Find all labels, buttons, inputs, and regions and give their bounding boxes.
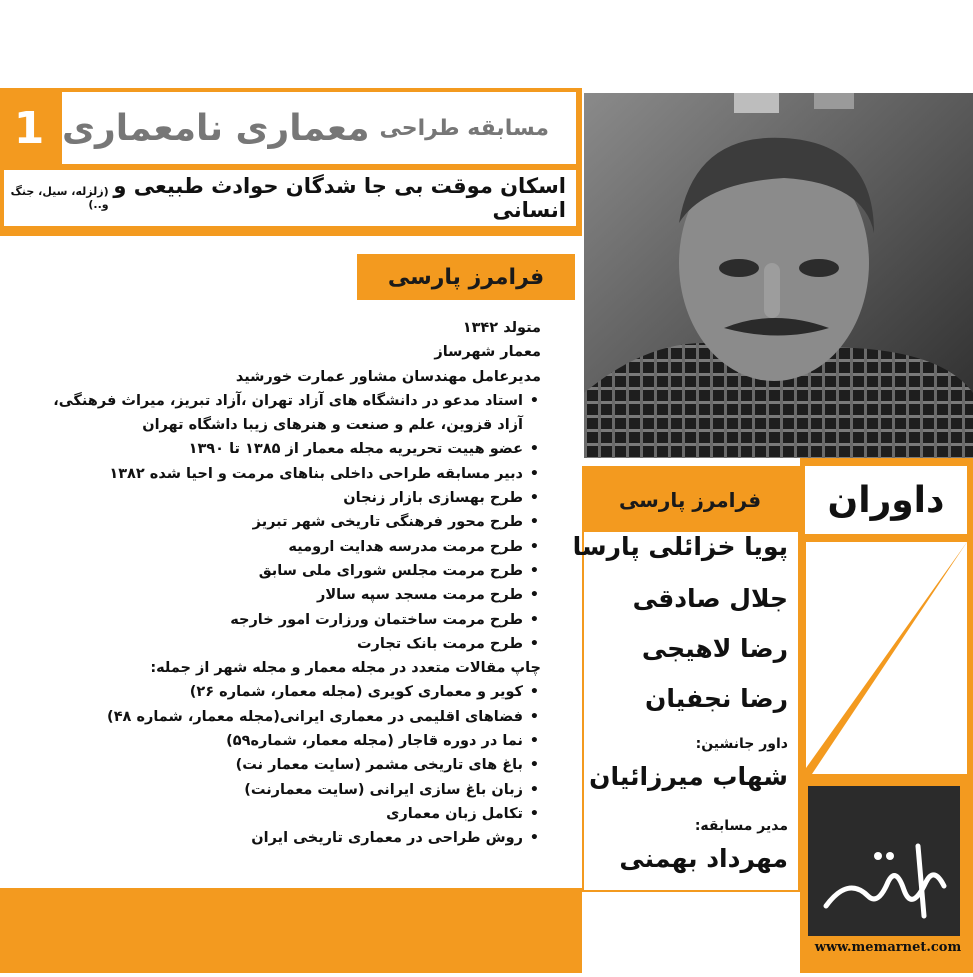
article-bullet: • فضاهای اقلیمی در معماری ایرانی(مجله معمار، شماره ۴۸) (21, 705, 541, 729)
judges-heading (582, 468, 798, 532)
issue-number-text: 1 (13, 102, 45, 154)
article-bullet: • باغ های تاریخی مشمر (سایت معمار نت) (21, 753, 541, 777)
title-box (62, 92, 576, 164)
bio-bullet: • طرح مرمت ساختمان ورزارت امور خارجه (21, 608, 541, 632)
bio-bullet: • استاد مدعو در دانشگاه های آزاد تهران ،آزاد تبریز، میراث فرهنگی، (21, 389, 541, 413)
judges-title-text: داوران (827, 479, 945, 521)
article-bullet: • زبان باغ سازی ایرانی (سایت معمارنت) (21, 778, 541, 802)
person-name: فرامرز پارسی (387, 264, 545, 290)
articles-intro: چاپ مقالات متعدد در مجله معمار و مجله شهر از جمله: (150, 660, 541, 677)
bio-bullet: • طرح مرمت مسجد سپه سالار (21, 583, 541, 607)
manager-label: مدیر مسابقه: (694, 818, 788, 834)
subtitle-main: اسکان موقت بی جا شدگان حوادث طبیعی و انسانی (113, 174, 566, 222)
title-main: معماری نامعماری (62, 107, 370, 149)
bio-line: متولد ۱۳۴۲ (462, 320, 541, 336)
website-link[interactable]: www.memarnet.com (814, 940, 962, 955)
judges-heading-text: فرامرز پارسی (618, 488, 762, 512)
article-bullet: • کویر و معماری کویری (مجله معمار، شماره ۲۶) (21, 680, 541, 704)
substitute-name: شهاب میرزائیان (589, 762, 788, 791)
judge-name: جلال صادقی (632, 584, 788, 613)
substitute-label: داور جانشین: (695, 736, 788, 752)
subtitle-note: (زلزله، سیل، جنگ و..) (10, 185, 109, 211)
issue-number (0, 92, 58, 164)
judge-name: رضا لاهیجی (641, 634, 788, 663)
biography (21, 316, 541, 851)
subtitle-box (4, 170, 576, 226)
bio-bullet: • طرح مرمت بانک تجارت (21, 632, 541, 656)
portrait-photo (584, 93, 973, 458)
bio-bullet: • عضو هییت تحریریه مجله معمار از ۱۳۸۵ تا ۱۳۹۰ (21, 437, 541, 461)
judge-name: رضا نجفیان (645, 684, 788, 713)
article-bullet: • تکامل زبان معماری (21, 802, 541, 826)
bio-line: معمار شهرساز (434, 344, 541, 361)
article-bullet: • نما در دوره قاجار (مجله معمار، شماره۵۹) (21, 729, 541, 753)
judges-title (805, 466, 967, 534)
bio-bullet: • طرح مرمت مجلس شورای ملی سابق (21, 559, 541, 583)
footer-band (0, 888, 582, 973)
person-name-tag (357, 254, 575, 300)
judge-name: پویا خزائلی پارسا (572, 532, 788, 561)
bio-bullet: • طرح محور فرهنگی تاریخی شهر تبریز (21, 510, 541, 534)
memarnet-logo (808, 786, 960, 936)
title-prefix: مسابقه طراحی (379, 115, 549, 141)
bio-bullet-continuation: آزاد قزوین، علم و صنعت و هنرهای زیبا داشگاه تهران (142, 417, 523, 434)
article-bullet: • روش طراحی در معماری تاریخی ایران (21, 826, 541, 850)
bio-bullet: • طرح مرمت مدرسه هدایت ارومیه (21, 535, 541, 559)
bio-bullet: • دبیر مسابقه طراحی داخلی بناهای مرمت و احیا شده ۱۳۸۲ (21, 462, 541, 486)
bio-line: مدیرعامل مهندسان مشاور عمارت خورشید (235, 368, 541, 385)
manager-name: مهرداد بهمنی (619, 844, 788, 873)
bio-bullet: • طرح بهسازی بازار زنجان (21, 486, 541, 510)
